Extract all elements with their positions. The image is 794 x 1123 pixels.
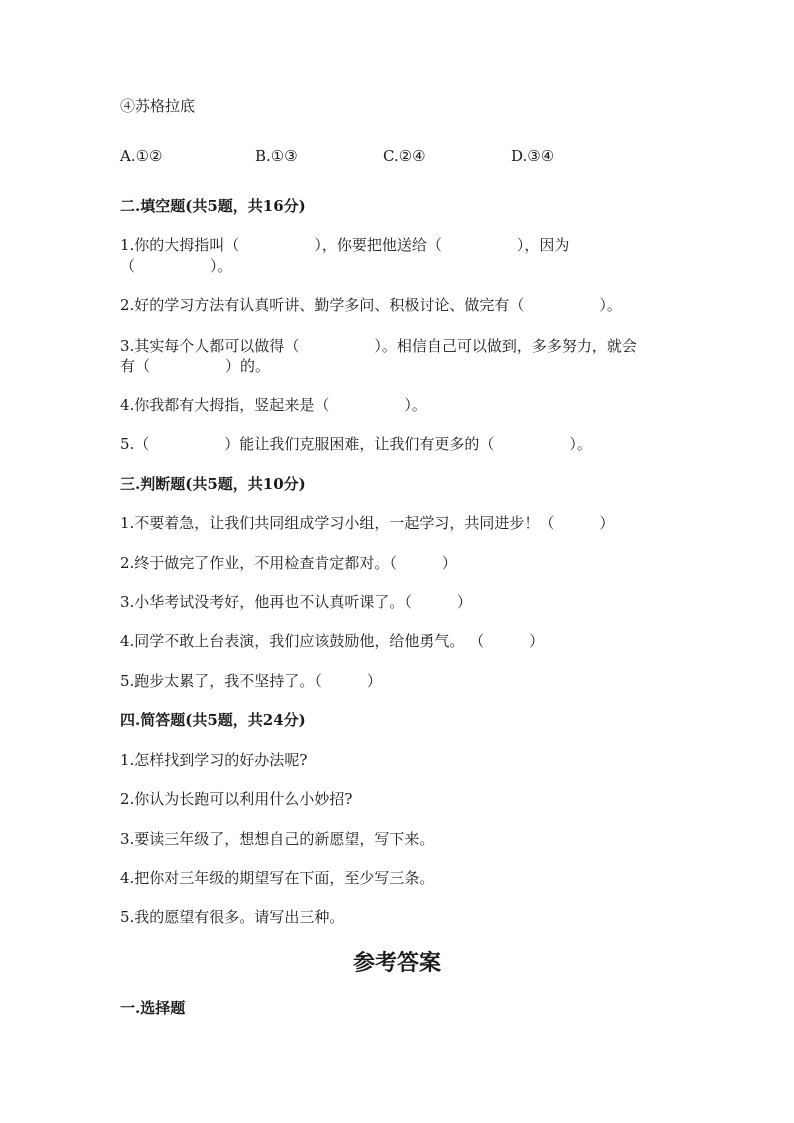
judge-q2: 2.终于做完了作业，不用检查肯定都对。（ ） (120, 554, 457, 572)
fill-q4: 4.你我都有大拇指，竖起来是（ ）。 (120, 396, 427, 414)
fill-q3-line2: 有（ ）的。 (120, 357, 271, 375)
section3-heading: 三.判断题(共5题，共10分) (120, 475, 306, 493)
fill-q1-line1: 1.你的大拇指叫（ ），你要把他送给（ ），因为 (120, 236, 570, 254)
q1-option-4: ④苏格拉底 (120, 97, 196, 115)
answers-title: 参考答案 (352, 950, 441, 976)
short-q5: 5.我的愿望有很多。请写出三种。 (120, 908, 345, 926)
fill-q2: 2.好的学习方法有认真听讲、勤学多问、积极讨论、做完有（ ）。 (120, 296, 622, 314)
answers-section1-heading: 一.选择题 (120, 999, 186, 1017)
section4-heading: 四.简答题(共5题，共24分) (120, 711, 306, 729)
short-q3: 3.要读三年级了，想想自己的新愿望，写下来。 (120, 830, 435, 848)
choice-b: B.①③ (255, 147, 298, 165)
short-q1: 1.怎样找到学习的好办法呢? (120, 751, 308, 769)
choice-d: D.③④ (511, 147, 555, 165)
judge-q4: 4.同学不敢上台表演，我们应该鼓励他，给他勇气。 （ ） (120, 632, 545, 650)
section2-heading: 二.填空题(共5题，共16分) (120, 197, 306, 215)
judge-q5: 5.跑步太累了，我不坚持了。（ ） (120, 672, 382, 690)
judge-q1: 1.不要着急，让我们共同组成学习小组，一起学习，共同进步！（ ） (120, 514, 615, 532)
short-q4: 4.把你对三年级的期望写在下面，至少写三条。 (120, 869, 435, 887)
judge-q3: 3.小华考试没考好，他再也不认真听课了。（ ） (120, 593, 472, 611)
fill-q1-line2: （ ）。 (120, 257, 233, 275)
choice-c: C.②④ (383, 147, 426, 165)
short-q2: 2.你认为长跑可以利用什么小妙招? (120, 790, 353, 808)
choice-a: A.①② (120, 147, 163, 165)
fill-q3-line1: 3.其实每个人都可以做得（ ）。相信自己可以做到，多多努力，就会 (120, 337, 637, 355)
fill-q5: 5.（ ）能让我们克服困难，让我们有更多的（ ）。 (120, 435, 592, 453)
